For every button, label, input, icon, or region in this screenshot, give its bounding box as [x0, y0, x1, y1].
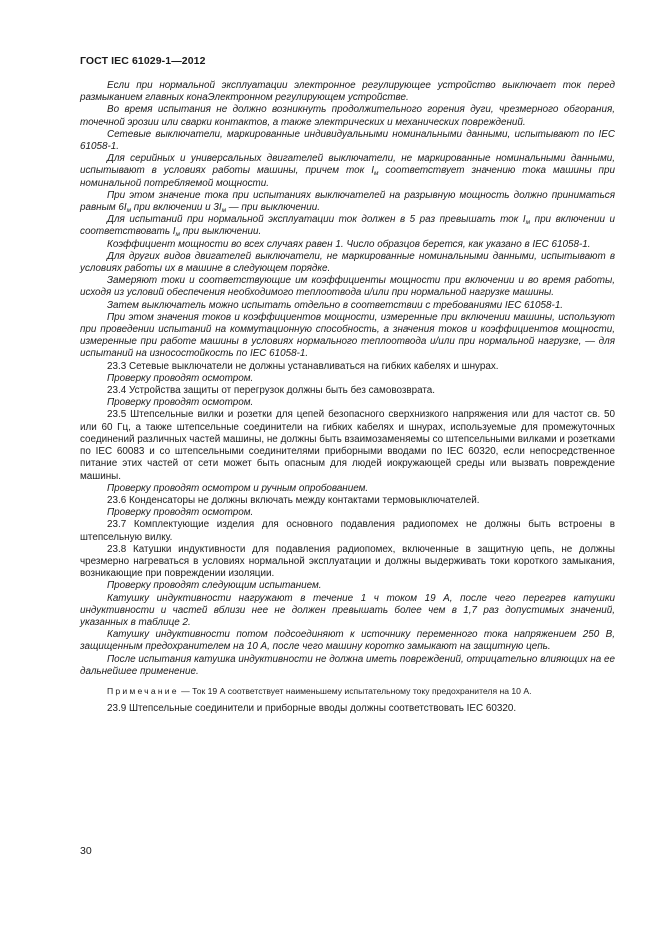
text-run: при включении и соответствовать I	[80, 214, 616, 238]
paragraph	[80, 153, 615, 190]
text-run: При этом значение тока при испытаниях выключателей на разрывную мощность должно приниматься равным 6I	[80, 189, 615, 214]
text-run: — при выключении.	[226, 202, 320, 214]
note	[80, 685, 615, 697]
paragraph: Проверку проводят осмотром.	[107, 507, 254, 519]
text-run: Для серийных и универсальных двигателей выключатели, не маркированные номинальными данными, испытывают в условиях работы машины, причем ток I	[80, 153, 615, 177]
text-run: соответствует значению тока машины при номинальной потребляемой мощности.	[80, 165, 615, 189]
standard-header: ГОСТ IEC 61029-1—2012	[80, 55, 206, 67]
text-run: при выключении.	[179, 226, 262, 238]
paragraph: Затем выключатель можно испытать отдельно в соответствии с требованиями IEC 61058-1.	[107, 299, 564, 311]
paragraph: Проверку проводят следующим испытанием.	[107, 580, 322, 592]
text-run: Для испытаний при нормальной эксплуатации ток должен в 5 раз превышать ток I	[107, 214, 526, 226]
document-body	[80, 80, 615, 715]
subscript: м	[525, 219, 531, 227]
paragraph: Проверку проводят осмотром.	[107, 397, 254, 409]
paragraph: При этом значения токов и коэффициентов мощности, измеренные при включении машины, используют при проведении испытаний на коммутационную способность, а значения токов и коэффициентов мощности, измеренные при работе машины в условиях нормального теплоотвода и/или при нормальной нагрузке, — для испытаний на износостойкость по IEC 61058-1.	[80, 311, 615, 360]
paragraph: Проверку проводят осмотром.	[107, 372, 254, 384]
paragraph: Катушку индуктивности нагружают в течение 1 ч током 19 А, после чего перегрев катушки индуктивности и частей вблизи нее не должен превышать более чем в 1,7 раз допустимых значений, указанных в таблице 2.	[80, 592, 615, 628]
paragraph: Во время испытания не должно возникнуть продолжительного горения дуги, чрезмерного обгорания, точечной эрозии или сварки контактов, а также электрических и механических повреждений.	[80, 104, 615, 128]
note-label: Примечание	[107, 685, 179, 696]
subscript: м	[175, 231, 180, 239]
paragraph	[80, 214, 615, 238]
subscript: м	[373, 170, 379, 178]
clause-23-8: 23.8 Катушки индуктивности для подавления радиопомех, включенные в защитную цепь, не должны чрезмерно нагреваться в условиях нормальной эксплуатации и должны выдерживать токи короткого замыкания, возникающие при повреждении изоляции.	[80, 543, 615, 580]
paragraph: Сетевые выключатели, маркированные индивидуальными номинальными данными, испытывают по IEC 61058-1.	[80, 128, 615, 153]
paragraph: Проверку проводят осмотром и ручным опробованием.	[107, 482, 369, 494]
paragraph: Замеряют токи и соответствующие им коэффициенты мощности при включении и во время работы, исходя из условий обеспечения необходимого теплоотвода и/или при нормальной нагрузке машины.	[80, 275, 615, 299]
paragraph: Катушку индуктивности потом подсоединяют к источнику переменного тока напряжением 250 В, защищенным предохранителем на 10 А, после чего машину коротко замыкают на защитную цепь.	[80, 629, 615, 653]
paragraph: Коэффициент мощности во всех случаях равен 1. Число образцов берется, как указано в IEC 61058-1.	[107, 238, 591, 250]
clause-23-3: 23.3 Сетевые выключатели не должны устанавливаться на гибких кабелях и шнурах.	[107, 360, 499, 372]
paragraph: Для других видов двигателей выключатели, не маркированные номинальными данными, испытывают в условиях работы их в машине в следующем порядке.	[80, 250, 615, 275]
subscript: м	[126, 207, 132, 215]
note-text: — Ток 19 А соответствует наименьшему испытательному току предохранителя на 10 А.	[178, 685, 532, 696]
text-run: при включении и 3I	[131, 202, 222, 214]
paragraph: Если при нормальной эксплуатации электронное регулирующее устройство выключает ток перед размыканием главных конаЭлектронном регулирующем устройстве.	[80, 80, 615, 104]
clause-23-5: 23.5 Штепсельные вилки и розетки для цепей безопасного сверхнизкого напряжения или для частот св. 50 или 60 Гц, а также штепсельные соединители на гибких кабелях и шнурах, используемые для промежуточных соединений различных частей машины, не должны быть взаимозаменяемы со штепсельными вилками и розетками по IEC 60083 и со штепсельными соединителями приборными вводами по IEC 60320, если непосредственное питание этих частей от сети может быть опасным для людей иокружающей среды или вызвать повреждение машины.	[80, 409, 615, 482]
subscript: м	[221, 207, 227, 215]
clause-23-4: 23.4 Устройства защиты от перегрузок должны быть без самовозврата.	[107, 385, 436, 397]
clause-23-9: 23.9 Штепсельные соединители и приборные вводы должны соответствовать IEC 60320.	[107, 703, 517, 715]
clause-23-7: 23.7 Комплектующие изделия для основного подавления радиопомех не должны быть встроены в штепсельную вилку.	[80, 519, 615, 543]
clause-23-6: 23.6 Конденсаторы не должны включать между контактами термовыключателей.	[107, 494, 480, 506]
paragraph: После испытания катушка индуктивности не должна иметь повреждений, отрицательно влияющих на ее дальнейшее применение.	[80, 653, 615, 677]
paragraph	[80, 190, 615, 214]
page-number: 30	[80, 845, 92, 857]
